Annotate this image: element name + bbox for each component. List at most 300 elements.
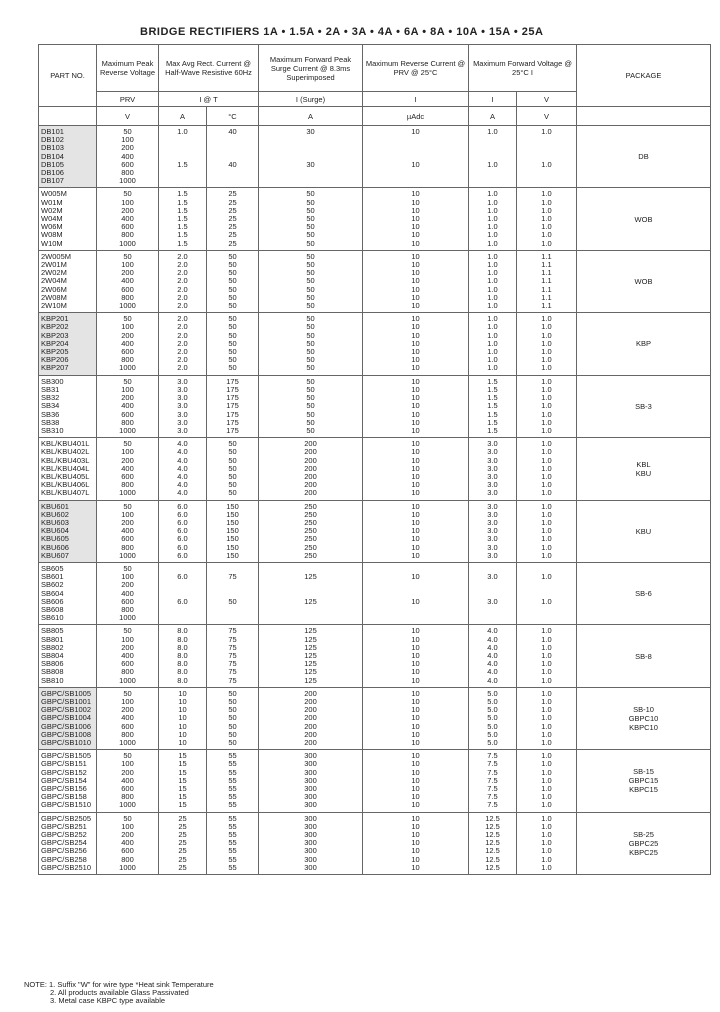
vf-cell-line: 1.0 (541, 775, 552, 785)
part-no-cell-line: GBPC/SB1005 (41, 688, 92, 698)
prv-cell-line: 100 (121, 260, 134, 270)
vf-cell-line: 1.0 (541, 713, 552, 723)
vf-cell-line: 1.0 (541, 862, 552, 872)
vf-cell-line: 1.0 (541, 550, 552, 560)
vf-cell-line: 1.0 (541, 542, 552, 552)
ir-cell-line: 10 (411, 205, 420, 215)
table-row (39, 438, 711, 500)
package-cell-line: GBPC10 (628, 714, 659, 723)
io-cell-line: 2.0 (177, 276, 188, 286)
io-cell-line: 2.0 (177, 330, 188, 340)
ifsm-cell-line: 125 (304, 675, 317, 685)
part-no-cell-line: KBU605 (41, 534, 69, 544)
vf-cell-line (517, 614, 576, 622)
ifsm-cell-line: 300 (304, 751, 317, 761)
io-cell-line: 25 (178, 846, 187, 856)
vf-cell-line: 1.0 (541, 729, 552, 739)
ir-cell-line: 10 (411, 800, 420, 810)
part-no-cell-line: SB810 (41, 675, 64, 685)
avg-current-header: Max Avg Rect. Current @ Half-Wave Resistive 60Hz (159, 45, 259, 92)
prv-cell-line: 100 (121, 509, 134, 519)
vf-cell-line: 1.0 (541, 846, 552, 856)
tc-cell-line: 50 (228, 268, 237, 278)
part-no-cell-line: SB601 (41, 572, 64, 582)
package-cell (577, 625, 711, 687)
vf-cell-line: 1.0 (541, 471, 552, 481)
prv-cell-line: 50 (123, 751, 132, 761)
vf-cell (517, 438, 577, 500)
part-no-cell (39, 188, 97, 250)
ir-cell-line: 10 (411, 784, 420, 794)
ir-cell-line: 10 (411, 384, 420, 394)
ifsm-cell-line: 125 (304, 642, 317, 652)
io-cell-line: 15 (178, 800, 187, 810)
part-no-cell-line: GBPC/SB1010 (41, 738, 92, 748)
ifsm-cell-line: 50 (306, 189, 315, 199)
ir-cell-line: 10 (411, 534, 420, 544)
ir-cell-line: 10 (411, 550, 420, 560)
tc-cell-line: 25 (228, 222, 237, 232)
tc-cell-line: 75 (228, 626, 237, 636)
vf-cell-line: 1.0 (541, 393, 552, 403)
ir-cell-line: 10 (411, 393, 420, 403)
tc-cell-line: 50 (228, 322, 237, 332)
vf-cell-line: 1.0 (541, 838, 552, 848)
ifsm-cell-line: 50 (306, 222, 315, 232)
prv-cell-line: 800 (121, 542, 134, 552)
prv-cell-line: 200 (121, 393, 134, 403)
prv-cell-line: 200 (121, 642, 134, 652)
tc-cell-line: 55 (228, 830, 237, 840)
part-no-cell-line: SB310 (41, 425, 64, 435)
ia-cell-line: 1.0 (487, 189, 498, 199)
part-no-cell-line: KBL/KBU407L (41, 488, 90, 498)
package-cell (577, 500, 711, 562)
ifsm-cell-line (259, 614, 362, 622)
part-no-cell (39, 126, 97, 188)
ir-cell-line: 10 (411, 222, 420, 232)
part-no-cell-line: SB31 (41, 384, 60, 394)
part-no-cell-line: W08M (41, 230, 63, 240)
ia-cell (469, 313, 517, 375)
ir-cell (363, 250, 469, 312)
vf-cell-line: 1.1 (541, 276, 552, 286)
io-cell-line: 15 (178, 792, 187, 802)
part-no-cell-line: KBP206 (41, 355, 69, 365)
ia-cell-line: 12.5 (485, 854, 500, 864)
ia-cell-line (469, 177, 516, 185)
ifsm-cell-line: 50 (306, 205, 315, 215)
tc-cell-line: 55 (228, 854, 237, 864)
ia-cell (469, 375, 517, 437)
ir-cell-line: 10 (411, 260, 420, 270)
ir-cell-line: 10 (411, 471, 420, 481)
ir-cell-line: 10 (411, 292, 420, 302)
ir-cell-line: 10 (411, 189, 420, 199)
prv-cell (97, 687, 159, 749)
unit-v2: V (517, 107, 577, 126)
prv-cell-line: 1000 (119, 425, 136, 435)
tc-cell-line: 50 (228, 705, 237, 715)
tc-cell-line: 50 (228, 455, 237, 465)
ia-cell-line: 1.0 (487, 260, 498, 270)
ifsm-cell-line: 300 (304, 800, 317, 810)
prv-cell (97, 188, 159, 250)
tc-cell (207, 750, 259, 812)
io-cell-line: 3.0 (177, 376, 188, 386)
unit-a1: A (159, 107, 207, 126)
ia-cell-line: 1.5 (487, 393, 498, 403)
ir-cell (363, 562, 469, 624)
vf-cell-line: 1.0 (541, 697, 552, 706)
tc-cell-line: 75 (228, 650, 237, 660)
ia-cell-line: 12.5 (485, 813, 500, 823)
ifsm-cell-line: 200 (304, 729, 317, 739)
tc-cell-line: 50 (228, 363, 237, 373)
vf-cell-line: 1.0 (541, 517, 552, 527)
prv-cell-line: 1000 (119, 613, 136, 623)
part-no-cell-line: KBP205 (41, 347, 69, 357)
prv-cell-line: 800 (121, 667, 134, 677)
prv-cell-line: 1000 (119, 301, 136, 311)
ifsm-cell-line: 50 (306, 417, 315, 427)
part-no-cell (39, 438, 97, 500)
ia-cell-line: 1.0 (487, 347, 498, 357)
prv-cell-line: 600 (121, 596, 134, 606)
prv-cell-line: 100 (121, 759, 134, 769)
ifsm-cell (259, 438, 363, 500)
package-cell (577, 313, 711, 375)
io-cell-line: 25 (178, 830, 187, 840)
vf-cell-line: 1.0 (541, 509, 552, 519)
vf-cell (517, 250, 577, 312)
io-cell-line: 8.0 (177, 642, 188, 652)
ia-cell (469, 126, 517, 188)
vf-cell-line: 1.0 (541, 425, 552, 435)
ifsm-cell-line: 250 (304, 550, 317, 560)
ifsm-cell (259, 188, 363, 250)
ir-cell-line: 10 (411, 401, 420, 411)
prv-cell-line: 200 (121, 830, 134, 840)
ifsm-cell-line: 300 (304, 767, 317, 777)
vf-cell-line: 1.0 (541, 596, 552, 606)
package-cell (577, 750, 711, 812)
io-cell-line: 15 (178, 767, 187, 777)
ir-cell-line: 10 (411, 284, 420, 294)
io-cell-line: 15 (178, 775, 187, 785)
rectifier-table (38, 44, 711, 875)
package-cell-line: KBU (635, 526, 652, 536)
prv-cell (97, 126, 159, 188)
io-cell (159, 750, 207, 812)
ifsm-cell-line: 30 (306, 127, 315, 136)
tc-cell (207, 438, 259, 500)
ifsm-cell-line: 50 (306, 401, 315, 411)
prv-cell-line: 100 (121, 821, 134, 831)
ir-cell-line: 10 (411, 314, 420, 324)
io-cell-line: 1.5 (177, 159, 188, 169)
part-no-cell-line: GBPC/SB1510 (41, 800, 92, 810)
part-no-cell-line: GBPC/SB2510 (41, 862, 92, 872)
unit-a3: A (469, 107, 517, 126)
part-no-cell-line: SB805 (41, 626, 64, 636)
table-row (39, 313, 711, 375)
tc-cell-line: 50 (228, 301, 237, 311)
ir-cell-line: 10 (411, 526, 420, 536)
ia-cell-line: 1.0 (487, 127, 498, 136)
io-cell-line: 4.0 (177, 488, 188, 498)
part-no-cell-line: KBL/KBU404L (41, 463, 90, 473)
io-cell-line: 8.0 (177, 667, 188, 677)
part-no-cell (39, 625, 97, 687)
ifsm-cell (259, 562, 363, 624)
prv-cell-line: 800 (121, 604, 134, 614)
ir-cell-line: 10 (411, 697, 420, 706)
vf-cell-line: 1.0 (541, 800, 552, 810)
tc-cell-line: 55 (228, 775, 237, 785)
package-cell-line: SB-15 (633, 767, 654, 777)
tc-cell-line: 175 (226, 384, 239, 394)
io-cell-line (159, 614, 206, 622)
tc-cell-line: 175 (226, 393, 239, 403)
part-no-cell-line: W04M (41, 214, 63, 224)
prv-cell-line: 600 (121, 471, 134, 481)
prv-cell (97, 812, 159, 874)
ifsm-cell-line: 50 (306, 314, 315, 324)
prv-cell-line: 100 (121, 322, 134, 332)
ifsm-cell-line: 125 (304, 659, 317, 669)
vf-cell-line: 1.0 (541, 738, 552, 748)
sub-io: I @ T (159, 92, 259, 107)
io-cell-line: 3.0 (177, 393, 188, 403)
ia-cell-line: 12.5 (485, 846, 500, 856)
ifsm-cell-line: 200 (304, 713, 317, 723)
ir-cell-line: 10 (411, 230, 420, 240)
vf-cell-line: 1.0 (541, 821, 552, 831)
part-no-cell-line: DB106 (41, 168, 64, 178)
ir-cell (363, 375, 469, 437)
part-no-cell-line: GBPC/SB154 (41, 775, 87, 785)
ia-cell-line: 1.0 (487, 314, 498, 324)
vf-cell-line: 1.0 (541, 127, 552, 136)
sub-vf-v: V (517, 92, 577, 107)
io-cell-line: 25 (178, 854, 187, 864)
ir-cell (363, 750, 469, 812)
table-row (39, 562, 711, 624)
ia-cell-line: 1.0 (487, 214, 498, 224)
ia-cell-line: 1.5 (487, 409, 498, 419)
ia-cell-line: 3.0 (487, 572, 498, 582)
io-cell-line: 10 (178, 688, 187, 698)
ifsm-cell (259, 375, 363, 437)
part-no-cell (39, 812, 97, 874)
part-no-cell-line: KBU601 (41, 501, 69, 511)
io-cell-line: 25 (178, 821, 187, 831)
io-cell (159, 812, 207, 874)
ia-cell-line: 7.5 (487, 759, 498, 769)
io-cell-line: 6.0 (177, 542, 188, 552)
prv-cell-line: 100 (121, 572, 134, 582)
part-no-cell-line: KBP204 (41, 338, 69, 348)
ia-cell-line: 5.0 (487, 729, 498, 739)
ia-cell (469, 250, 517, 312)
io-cell-line: 15 (178, 751, 187, 761)
part-no-cell-line: SB605 (41, 563, 64, 573)
tc-cell-line: 150 (226, 550, 239, 560)
vf-cell (517, 500, 577, 562)
vf-cell-line: 1.0 (541, 705, 552, 715)
vf-cell (517, 625, 577, 687)
ifsm-cell-line: 50 (306, 276, 315, 286)
part-no-cell-line: SB804 (41, 650, 64, 660)
part-no-cell-line: GBPC/SB1002 (41, 705, 92, 715)
vf-cell-line: 1.0 (541, 463, 552, 473)
ir-cell-line: 10 (411, 634, 420, 644)
ir-cell-line: 10 (411, 517, 420, 527)
ia-cell-line: 12.5 (485, 830, 500, 840)
vf-cell-line: 1.0 (541, 439, 552, 449)
prv-cell-line: 400 (121, 713, 134, 723)
vf-cell-line: 1.0 (541, 534, 552, 544)
ifsm-cell-line: 125 (304, 634, 317, 644)
io-cell (159, 687, 207, 749)
prv-cell-line: 600 (121, 846, 134, 856)
prv-cell-line: 100 (121, 135, 134, 145)
vf-cell-line: 1.0 (541, 767, 552, 777)
io-cell (159, 188, 207, 250)
vf-cell-line: 1.0 (541, 417, 552, 427)
part-no-cell-line: GBPC/SB2505 (41, 813, 92, 823)
tc-cell-line: 150 (226, 517, 239, 527)
ir-cell-line: 10 (411, 509, 420, 519)
vf-cell-line: 1.0 (541, 659, 552, 669)
ir-cell-line: 10 (411, 425, 420, 435)
part-no-cell-line: 2W02M (41, 268, 67, 278)
part-no-cell-line: GBPC/SB151 (41, 759, 87, 769)
io-cell-line: 25 (178, 838, 187, 848)
package-cell (577, 188, 711, 250)
prv-cell-line: 600 (121, 534, 134, 544)
vf-cell (517, 126, 577, 188)
io-cell (159, 375, 207, 437)
part-no-cell-line: GBPC/SB252 (41, 830, 87, 840)
prv-cell-line: 100 (121, 634, 134, 644)
ia-cell-line: 3.0 (487, 534, 498, 544)
ir-cell-line: 10 (411, 251, 420, 261)
ifsm-cell-line: 200 (304, 705, 317, 715)
part-no-cell-line: 2W10M (41, 301, 67, 311)
ia-cell-line: 4.0 (487, 659, 498, 669)
vf-cell (517, 188, 577, 250)
ia-cell-line: 3.0 (487, 509, 498, 519)
ir-cell (363, 438, 469, 500)
ifsm-cell-line: 300 (304, 862, 317, 872)
prv-cell (97, 750, 159, 812)
ia-cell-line: 1.0 (487, 292, 498, 302)
vf-cell-line: 1.0 (541, 363, 552, 373)
ia-cell-line: 5.0 (487, 705, 498, 715)
ir-cell-line: 10 (411, 159, 420, 169)
package-cell (577, 438, 711, 500)
ifsm-cell-line: 30 (306, 159, 315, 169)
unit-uadc: µAdc (363, 107, 469, 126)
sub-prv: PRV (97, 92, 159, 107)
ir-cell-line: 10 (411, 447, 420, 457)
part-no-cell-line: SB34 (41, 401, 60, 411)
ia-cell-line: 5.0 (487, 697, 498, 706)
part-no-cell-line: DB107 (41, 176, 64, 186)
io-cell-line: 10 (178, 729, 187, 739)
ia-cell-line: 1.0 (487, 230, 498, 240)
vf-cell-line: 1.0 (541, 338, 552, 348)
ifsm-cell-line: 125 (304, 667, 317, 677)
tc-cell (207, 687, 259, 749)
part-no-cell-line: 2W08M (41, 292, 67, 302)
ifsm-cell-line: 50 (306, 393, 315, 403)
ir-cell-line (363, 177, 468, 185)
ifsm-cell-line: 50 (306, 363, 315, 373)
ia-cell-line: 4.0 (487, 634, 498, 644)
ifsm-cell-line: 200 (304, 488, 317, 498)
prv-cell-line: 200 (121, 205, 134, 215)
vf-cell-line: 1.0 (541, 409, 552, 419)
io-cell-line: 2.0 (177, 260, 188, 270)
ia-cell-line: 4.0 (487, 667, 498, 677)
io-cell-line: 8.0 (177, 650, 188, 660)
vf-cell-line: 1.0 (541, 792, 552, 802)
prv-cell-line: 400 (121, 838, 134, 848)
vf-cell-line: 1.0 (541, 526, 552, 536)
package-cell-line: WOB (634, 214, 653, 224)
package-cell-line: KBPC10 (629, 723, 658, 732)
part-no-cell-line: DB102 (41, 135, 64, 145)
io-cell-line: 1.5 (177, 197, 188, 207)
tc-cell-line: 50 (228, 480, 237, 490)
io-cell-line: 2.0 (177, 301, 188, 311)
tc-cell-line: 150 (226, 534, 239, 544)
ifsm-cell (259, 750, 363, 812)
tc-cell (207, 250, 259, 312)
ifsm-cell-line: 200 (304, 697, 317, 706)
prv-cell-line: 50 (123, 501, 132, 511)
prv-cell-line: 400 (121, 214, 134, 224)
tc-cell-line: 50 (228, 447, 237, 457)
ifsm-cell-line: 250 (304, 517, 317, 527)
ifsm-cell-line: 50 (306, 214, 315, 224)
io-cell-line: 3.0 (177, 409, 188, 419)
prv-cell-line: 800 (121, 854, 134, 864)
ia-cell-line: 1.0 (487, 159, 498, 169)
prv-cell-line: 50 (123, 626, 132, 636)
tc-cell-line: 55 (228, 759, 237, 769)
ia-cell-line: 7.5 (487, 784, 498, 794)
ifsm-cell-line: 50 (306, 330, 315, 340)
ir-cell-line: 10 (411, 675, 420, 685)
part-no-cell-line: KBU606 (41, 542, 69, 552)
ifsm-cell-line: 50 (306, 384, 315, 394)
ia-cell-line: 3.0 (487, 439, 498, 449)
ia-cell-line: 1.0 (487, 222, 498, 232)
ia-cell-line: 1.0 (487, 330, 498, 340)
tc-cell-line: 25 (228, 238, 237, 248)
ir-cell-line: 10 (411, 338, 420, 348)
ir-cell-line: 10 (411, 268, 420, 278)
io-cell-line: 1.0 (177, 127, 188, 136)
ifsm-cell-line: 200 (304, 439, 317, 449)
ia-cell (469, 188, 517, 250)
prv-cell-line: 400 (121, 650, 134, 660)
vf-cell-line: 1.0 (541, 667, 552, 677)
